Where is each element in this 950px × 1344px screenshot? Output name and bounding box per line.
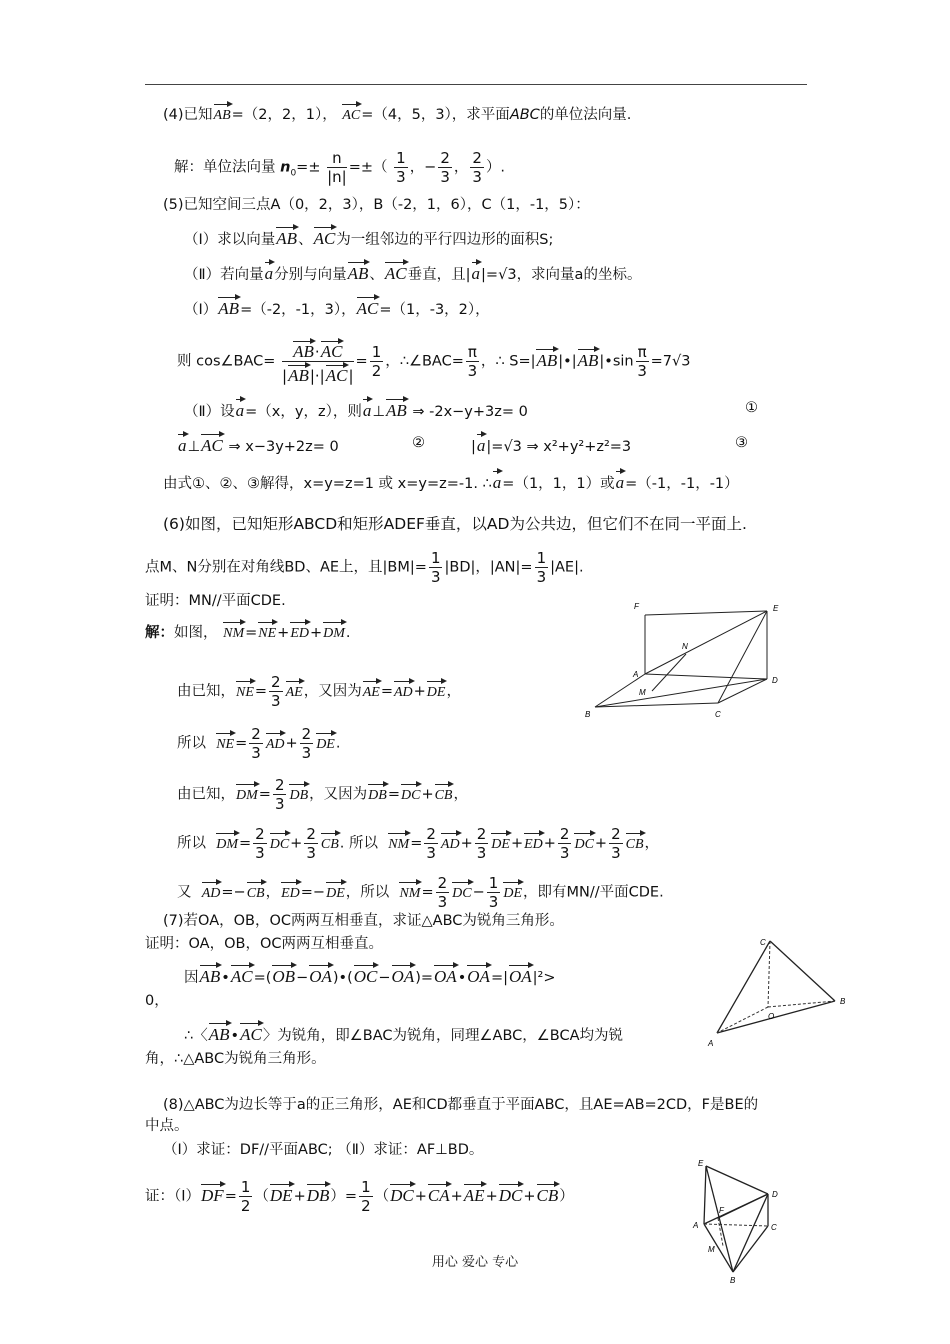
- problem-6-question-2: 点M、N分别在对角线BD、AE上，且|BM|= $\frac{1}{3}$ |BD|，|AN|= $\frac{1}{3}$ |AE|.: [145, 549, 584, 586]
- problem-5-perp-ac: a⊥AC ⇒ x−3y+2z= 0: [177, 431, 339, 457]
- problem-6-line-4: 所以 DM= $\frac{2}{3}$ DC+ $\frac{2}{3}$ CB. 所以 NM= $\frac{2}{3}$ AD+ $\frac{2}{3}$ DE+ED+ $\frac{2}{3}$ DC+ $\frac{2}{3}$ CB，: [177, 825, 660, 862]
- problem-6-sol-start: 解：如图， NM=NE+ED+DM.: [145, 619, 351, 644]
- fig3-label-b: B: [730, 1276, 736, 1285]
- problem-8-solution: 证：（Ⅰ）DF= $\frac{1}{2}$ （DE+DB）= $\frac{1}{2}$ （DC+CA+AE+DC+CB）: [145, 1178, 574, 1215]
- fig1-label-f: F: [634, 602, 639, 611]
- problem-5-part-i: （Ⅰ）求以向量AB、AC为一组邻边的平行四边形的面积S;: [184, 224, 553, 250]
- figure-rectangles: [585, 597, 795, 722]
- header-rule: [145, 84, 807, 85]
- problem-5-result: 由式①、②、③解得，x=y=z=1 或 x=y=z=-1. ∴a=（1，1，1）或a=（-1，-1，-1）: [163, 468, 739, 494]
- equation-tag-3: ③: [735, 435, 748, 451]
- fig2-label-a: A: [708, 1039, 714, 1048]
- problem-4-solution: 解：单位法向量 $n_0=\pm$ $\frac{n}{|n|}$ =±（ $\frac{1}{3}$ ，− $\frac{2}{3}$ ， $\frac{2}{3}$ ）.: [174, 149, 506, 186]
- fig1-label-c: C: [715, 710, 721, 719]
- problem-5-cosine: 则 cos∠BAC= $\frac{AB\cdot AC}{|AB|\cdot|AC|}$ = $\frac{1}{2}$ ，∴∠BAC= $\frac{\pi}{3}$ ，∴ S=|AB|•|AB|•sin $\frac{\pi}{3}$ =7√3: [177, 338, 690, 385]
- problem-7-line-3: ∴〈AB•AC〉为锐角，即∠BAC为锐角，同理∠ABC，∠BCA均为锐: [184, 1020, 623, 1046]
- fig2-label-b: B: [840, 997, 846, 1006]
- problem-8-question: (8)△ABC为边长等于a的正三角形，AE和CD都垂直于平面ABC，且AE=AB=2CD，F是BE的: [163, 1097, 759, 1113]
- problem-6-question: (6)如图，已知矩形ABCD和矩形ADEF垂直，以AD为公共边，但它们不在同一平面上.: [163, 515, 747, 533]
- fig1-label-m: M: [639, 688, 646, 697]
- equation-tag-1: ①: [745, 400, 758, 416]
- problem-7-line-4: 角，∴△ABC为锐角三角形。: [145, 1051, 326, 1067]
- equation-tag-2: ②: [412, 435, 425, 451]
- problem-8-question-2: 中点。: [145, 1118, 189, 1134]
- fig3-label-a: A: [693, 1221, 699, 1230]
- problem-6-line-3: 由已知，DM= $\frac{2}{3}$ DB，又因为DB=DC+CB，: [177, 776, 468, 813]
- figure-tetrahedron: [700, 933, 855, 1051]
- fig3-label-d: D: [772, 1190, 778, 1199]
- problem-7-line-1: 因AB•AC=(OB−OA)•(OC−OA)=OA•OA=|OA|²>: [184, 962, 556, 988]
- problem-6-line-2: 所以 NE= $\frac{2}{3}$ AD+ $\frac{2}{3}$ DE.: [177, 725, 341, 762]
- problem-6-prove: 证明：MN//平面CDE.: [145, 593, 286, 609]
- problem-7-proof-start: 证明：OA，OB，OC两两互相垂直。: [145, 936, 383, 952]
- fig1-label-a: A: [633, 670, 639, 679]
- fig3-label-m: M: [708, 1245, 715, 1254]
- problem-5-question: (5)已知空间三点A（0，2，3），B（-2，1，6），C（1，-1，5）：: [163, 197, 590, 213]
- problem-5-part-ii: （Ⅱ）若向量a分别与向量AB、AC垂直，且|a|=√3，求向量a的坐标。: [184, 259, 641, 285]
- problem-6-line-5: 又 AD=−CB，ED=−DE，所以 NM= $\frac{2}{3}$ DC− $\frac{1}{3}$ DE，即有MN//平面CDE.: [177, 874, 664, 911]
- fig3-label-c: C: [771, 1223, 777, 1232]
- fig3-label-e: E: [698, 1159, 704, 1168]
- problem-4-question: (4)已知AB=（2，2，1）， AC=（4，5，3），求平面ABC的单位法向量.: [163, 101, 631, 126]
- fig1-label-d: D: [772, 676, 778, 685]
- page-footer: 用心 爱心 专心: [431, 1255, 519, 1270]
- fig2-label-c: C: [760, 938, 766, 947]
- problem-5-solution-i: （Ⅰ）AB=（-2，-1，3），AC=（1，-3，2），: [184, 294, 490, 320]
- fig1-label-n: N: [682, 642, 688, 651]
- problem-5-solution-ii: （Ⅱ）设a=（x，y，z），则a⊥AB ⇒ -2x−y+3z= 0: [184, 396, 528, 422]
- fig3-label-f: F: [719, 1206, 724, 1215]
- problem-5-magnitude: |a|=√3 ⇒ x²+y²+z²=3: [471, 431, 631, 457]
- fig1-label-e: E: [773, 604, 779, 613]
- problem-7-line-2: 0，: [145, 993, 169, 1009]
- problem-7-question: (7)若OA，OB，OC两两互相垂直，求证△ABC为锐角三角形。: [163, 913, 564, 929]
- problem-8-parts: （Ⅰ）求证：DF//平面ABC; （Ⅱ）求证：AF⊥BD。: [163, 1142, 484, 1158]
- fig1-label-b: B: [585, 710, 591, 719]
- fig2-label-o: O: [768, 1012, 775, 1021]
- problem-6-line-1: 由已知，NE= $\frac{2}{3}$ AE，又因为AE=AD+DE，: [177, 673, 461, 710]
